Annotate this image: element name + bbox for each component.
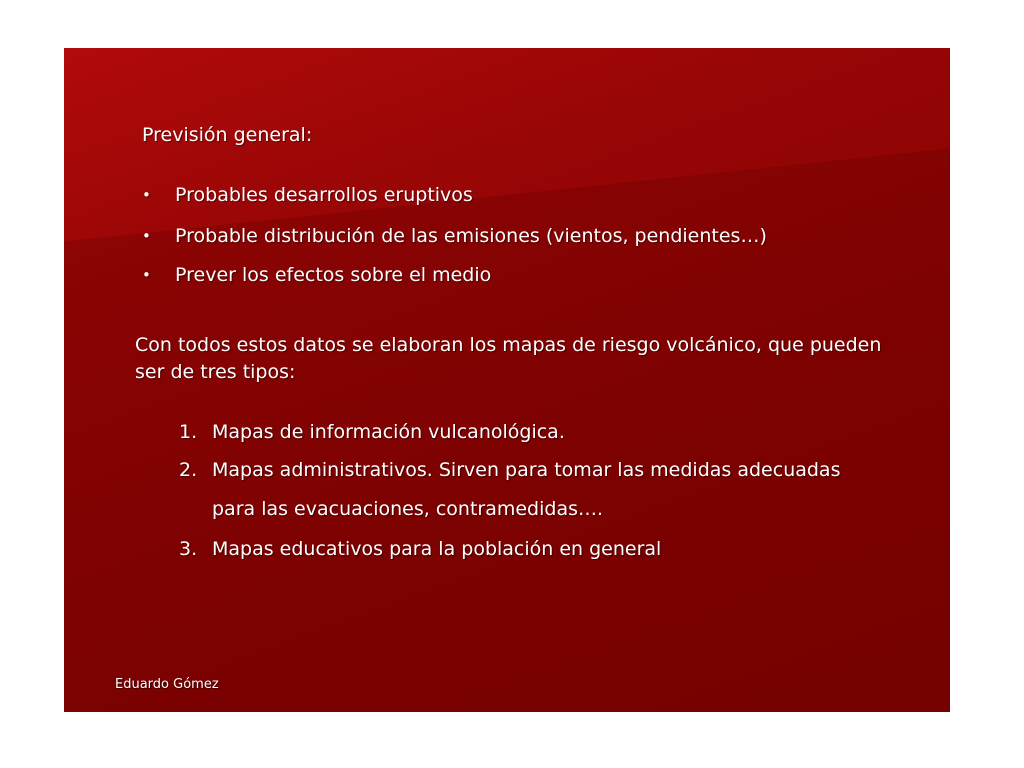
- bullet-icon: •: [142, 266, 151, 284]
- body-paragraph: Con todos estos datos se elaboran los mapas de riesgo volcánico, que pueden ser de tres tipos:: [135, 334, 882, 383]
- bullet-icon: •: [142, 186, 151, 204]
- bullet-icon: •: [142, 227, 151, 245]
- bullet-item: Prever los efectos sobre el medio: [175, 264, 492, 286]
- slide-content: [64, 48, 950, 712]
- numbered-item-continuation: para las evacuaciones, contramedidas….: [212, 498, 604, 520]
- list-number: 1.: [179, 421, 198, 443]
- numbered-item: Mapas educativos para la población en general: [212, 538, 662, 560]
- numbered-item: Mapas administrativos. Sirven para tomar las medidas adecuadas: [212, 459, 841, 481]
- slide-heading: Previsión general:: [142, 124, 313, 146]
- list-number: 2.: [179, 459, 198, 481]
- slide: [64, 48, 950, 712]
- numbered-item: Mapas de información vulcanológica.: [212, 421, 565, 443]
- list-number: 3.: [179, 538, 198, 560]
- author-footer: Eduardo Gómez: [115, 677, 219, 692]
- bullet-item: Probables desarrollos eruptivos: [175, 184, 473, 206]
- bullet-item: Probable distribución de las emisiones (vientos, pendientes…): [175, 225, 767, 247]
